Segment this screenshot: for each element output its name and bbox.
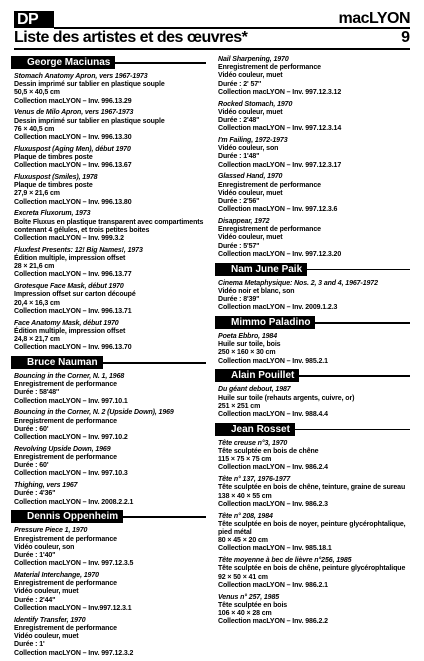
artwork-detail: 24,8 × 21,7 cm: [14, 336, 60, 344]
artwork-entry: [218, 218, 410, 259]
artwork-detail: Enregistrement de performance: [14, 624, 117, 632]
page-title: Liste des artistes et des œuvres*: [14, 29, 248, 46]
artwork-detail: Enregistrement de performance: [14, 417, 117, 425]
artwork-entry: [14, 73, 206, 106]
artwork-title: Material Interchange, 1970: [14, 572, 99, 580]
artist-heading: [218, 423, 410, 436]
right-column: [218, 56, 410, 630]
artwork-detail: 27,9 × 21,6 cm: [14, 190, 60, 198]
artist-name: George Maciunas: [14, 56, 115, 69]
artwork-title: Tête n° 137, 1976-1977: [218, 476, 291, 484]
artwork-detail: Boîte Fluxus en plastique transparent avec compartiments: [14, 218, 204, 226]
artwork-detail: Durée : 2'44'': [14, 596, 56, 604]
artwork-entry: [218, 333, 410, 366]
artwork-detail: Collection macLYON – Inv. 996.13.29: [14, 97, 132, 105]
artwork-detail: Plaque de timbres poste: [14, 154, 93, 162]
artwork-detail: Collection macLYON – Inv. 997.10.2: [14, 434, 128, 442]
artist-heading: [14, 510, 206, 523]
artwork-entry: [218, 386, 410, 419]
artwork-title: Tête moyenne à bec de lièvre n°256, 1985: [218, 557, 352, 565]
artwork-entry: [218, 440, 410, 473]
artwork-detail: Collection macLYON – Inv. 996.13.71: [14, 307, 132, 315]
brand-name: macLYON: [338, 10, 410, 27]
artwork-detail: Collection macLYON – Inv. 985.2.1: [218, 357, 328, 365]
artist-section: [218, 56, 410, 259]
artwork-detail: Vidéo couleur, muet: [218, 189, 283, 197]
artwork-detail: Édition multiple, impression offset: [14, 327, 126, 335]
artwork-detail: Durée : 60': [14, 425, 49, 433]
artwork-title: Poeta Ebbro, 1984: [218, 333, 277, 341]
title-rule: [14, 48, 410, 50]
artwork-title: Grotesque Face Mask, début 1970: [14, 283, 124, 291]
artist-section: [218, 423, 410, 627]
artwork-entry: [14, 409, 206, 442]
artwork-detail: Impression offset sur carton découpé: [14, 291, 136, 299]
artwork-detail: Durée : 1'40'': [14, 552, 56, 560]
artwork-entry: [218, 173, 410, 214]
artwork-detail: Huile sur toile (rehauts argents, cuivre, or): [218, 394, 355, 402]
artwork-detail: 20,4 × 16,3 cm: [14, 299, 60, 307]
artwork-detail: Collection macLYON – Inv. 986.2.1: [218, 581, 328, 589]
artwork-detail: Durée : 5'57'': [218, 242, 260, 250]
artist-section: [14, 56, 206, 352]
artwork-entry: [14, 109, 206, 142]
artwork-detail: Collection macLYON – Inv. 997.10.3: [14, 470, 128, 478]
artwork-detail: Tête sculptée en bois: [218, 601, 288, 609]
artwork-detail: Collection macLYON – Inv. 996.13.30: [14, 134, 132, 142]
artwork-detail: contenant 4 gélules, et trois petites boites: [14, 226, 150, 234]
artwork-detail: Collection macLYON – Inv. 2008.2.2.1: [14, 498, 134, 506]
artwork-detail: pied métal: [218, 529, 252, 537]
artwork-entry: [14, 174, 206, 207]
artwork-title: Nail Sharpening, 1970: [218, 56, 289, 63]
artwork-detail: Vidéo couleur, muet: [218, 108, 283, 116]
page-number: 9: [401, 29, 410, 46]
artwork-entry: [14, 527, 206, 568]
artwork-detail: Durée : 2'48'': [218, 117, 260, 125]
artwork-entry: [14, 320, 206, 353]
artist-section: [14, 356, 206, 507]
artwork-entry: [218, 280, 410, 313]
artwork-detail: Collection macLYON – Inv. 2009.1.2.3: [218, 304, 338, 312]
artwork-title: Venus n° 257, 1985: [218, 593, 280, 601]
artist-name: Nam June Paik: [218, 263, 307, 276]
artwork-detail: Collection macLYON – Inv. 997.10.1: [14, 397, 128, 405]
artwork-title: Cinema Metaphysique: Nos. 2, 3 and 4, 1967-1972: [218, 279, 378, 287]
artwork-entry: [218, 101, 410, 134]
artwork-title: Bouncing in the Corner, N. 1, 1968: [14, 373, 125, 381]
artist-name: Alain Pouillet: [218, 369, 299, 382]
artist-heading: [218, 263, 410, 276]
section-tag: DP: [14, 11, 54, 28]
artwork-detail: Collection macLYON – Inv. 997.12.3.12: [218, 88, 342, 96]
artist-name: Bruce Nauman: [14, 356, 103, 369]
artwork-detail: Durée : 2' 57'': [218, 80, 262, 88]
artwork-detail: Plaque de timbres poste: [14, 182, 93, 190]
artwork-title: Face Anatomy Mask, début 1970: [14, 319, 119, 327]
artwork-title: Thighing, vers 1967: [14, 482, 78, 490]
artwork-detail: Collection macLYON – Inv. 999.3.2: [14, 235, 124, 243]
artwork-entry: [218, 513, 410, 554]
artwork-detail: Collection macLYON – Inv. 996.13.67: [14, 162, 132, 170]
artwork-entry: [218, 557, 410, 590]
artist-name: Dennis Oppenheim: [14, 510, 123, 523]
artist-name: Jean Rosset: [218, 423, 295, 436]
artist-heading: [218, 316, 410, 329]
left-column: [14, 56, 206, 661]
artist-heading: [14, 56, 206, 69]
artwork-detail: 250 × 160 × 30 cm: [218, 349, 276, 357]
artwork-detail: Durée : 2'56'': [218, 198, 260, 206]
artwork-title: Rocked Stomach, 1970: [218, 100, 293, 108]
artwork-detail: Vidéo couleur, muet: [218, 72, 283, 80]
artwork-detail: Vidéo couleur, muet: [218, 234, 283, 242]
artwork-entry: [14, 247, 206, 280]
artist-section: [14, 510, 206, 657]
artwork-title: Bouncing in the Corner, N. 2 (Upside Down), 1969: [14, 409, 174, 417]
artwork-title: I'm Failing, 1972-1973: [218, 137, 288, 145]
artwork-detail: Collection macLYON – Inv. 997.12.3.5: [14, 560, 134, 568]
artwork-entry: [218, 594, 410, 627]
artwork-detail: Vidéo couleur, son: [14, 543, 75, 551]
artwork-detail: Collection macLYON – Inv. 986.2.3: [218, 500, 328, 508]
artwork-detail: 138 × 40 × 55 cm: [218, 492, 272, 500]
artwork-detail: Enregistrement de performance: [14, 381, 117, 389]
artwork-detail: Collection macLYON – Inv. 997.12.3.2: [14, 649, 134, 657]
artwork-entry: [14, 210, 206, 243]
artwork-detail: Collection macLYON – Inv. 997.12.3.6: [218, 206, 338, 214]
artwork-detail: Huile sur toile, bois: [218, 341, 281, 349]
artwork-detail: Vidéo noir et blanc, son: [218, 287, 295, 295]
artwork-entry: [14, 146, 206, 171]
artwork-title: Tête creuse n°3, 1970: [218, 439, 288, 447]
artwork-detail: Durée : 60': [14, 462, 49, 470]
artwork-detail: Durée : 4'36'': [14, 490, 56, 498]
artist-heading: [14, 356, 206, 369]
artwork-title: Fluxfest Presents: 12! Big Names!, 1973: [14, 246, 143, 254]
artist-heading: [218, 369, 410, 382]
artwork-detail: Dessin imprimé sur tablier en plastique souple: [14, 117, 165, 125]
artwork-title: Fluxuspost (Smiles), 1978: [14, 174, 98, 182]
artwork-detail: Dessin imprimé sur tablier en plastique souple: [14, 81, 165, 89]
artwork-entry: [218, 137, 410, 170]
artwork-entry: [14, 283, 206, 316]
artwork-detail: Enregistrement de performance: [14, 580, 117, 588]
artwork-detail: Édition multiple, impression offset: [14, 255, 126, 263]
artwork-detail: Collection macLYON – Inv. 988.4.4: [218, 411, 328, 419]
artwork-title: Glassed Hand, 1970: [218, 173, 283, 181]
artwork-detail: Collection macLYON – Inv. 997.12.3.17: [218, 161, 342, 169]
artwork-detail: Collection macLYON – Inv. 985.18.1: [218, 545, 332, 553]
artwork-entry: [14, 373, 206, 406]
artwork-title: Tête n° 208, 1984: [218, 512, 273, 520]
artwork-entry: [218, 56, 410, 97]
artwork-detail: Enregistrement de performance: [218, 181, 321, 189]
artist-name: Mimmo Paladino: [218, 316, 315, 329]
artwork-entry: [218, 476, 410, 509]
artwork-detail: Tête sculptée en bois de noyer, peinture glycérophtalique,: [218, 520, 406, 528]
artwork-entry: [14, 617, 206, 658]
artwork-detail: Enregistrement de performance: [218, 226, 321, 234]
artwork-detail: Enregistrement de performance: [218, 64, 321, 72]
artwork-detail: Collection macLYON – Inv. 997.12.3.20: [218, 250, 342, 258]
artwork-detail: Durée : 8'39'': [218, 296, 260, 304]
artwork-title: Excreta Fluxorum, 1973: [14, 210, 91, 218]
artwork-detail: Collection macLYON – Inv. 996.13.70: [14, 344, 132, 352]
artwork-entry: [14, 446, 206, 479]
artwork-detail: Collection macLYON – Inv. 996.13.77: [14, 271, 132, 279]
artwork-detail: Enregistrement de performance: [14, 454, 117, 462]
artwork-detail: Tête sculptée en bois de chêne, teinture, graine de sureau: [218, 484, 406, 492]
artwork-detail: 251 × 251 cm: [218, 402, 261, 410]
artwork-detail: 106 × 40 × 28 cm: [218, 610, 272, 618]
artwork-title: Pressure Piece 1, 1970: [14, 527, 88, 535]
artwork-entry: [14, 572, 206, 613]
artwork-detail: 80 × 45 × 20 cm: [218, 537, 268, 545]
artwork-detail: Vidéo couleur, muet: [14, 633, 79, 641]
artwork-detail: Durée : 1'48'': [218, 153, 260, 161]
artist-section: [218, 316, 410, 366]
artwork-title: Stomach Anatomy Apron, vers 1967-1973: [14, 73, 148, 80]
artwork-detail: 115 × 75 × 75 cm: [218, 456, 272, 464]
artwork-detail: Durée : 1': [14, 641, 45, 649]
artwork-title: Du géant debout, 1987: [218, 386, 291, 394]
artwork-detail: 50,5 × 40,5 cm: [14, 89, 60, 97]
artist-section: [218, 263, 410, 313]
artwork-detail: Collection macLYON – Inv.997.12.3.1: [14, 604, 132, 612]
artwork-detail: Tête sculptée en bois de chêne, peinture glycérophtalique: [218, 565, 406, 573]
artwork-title: Revolving Upside Down, 1969: [14, 445, 111, 453]
artwork-title: Venus de Milo Apron, vers 1967-1973: [14, 109, 134, 117]
artwork-detail: Vidéo couleur, muet: [14, 588, 79, 596]
artwork-detail: Durée : 58'48'': [14, 389, 60, 397]
artwork-detail: Collection macLYON – Inv. 986.2.4: [218, 464, 328, 472]
artwork-detail: 76 × 40,5 cm: [14, 125, 55, 133]
artwork-detail: Collection macLYON – Inv. 997.12.3.14: [218, 125, 342, 133]
artwork-detail: Enregistrement de performance: [14, 535, 117, 543]
artwork-detail: Collection macLYON – Inv. 986.2.2: [218, 618, 328, 626]
artwork-detail: Collection macLYON – Inv. 996.13.80: [14, 198, 132, 206]
artwork-title: Fluxuspost (Aging Men), début 1970: [14, 145, 131, 153]
artwork-detail: 92 × 50 × 41 cm: [218, 573, 268, 581]
artwork-entry: [14, 482, 206, 507]
artwork-detail: 28 × 21,6 cm: [14, 263, 55, 271]
artwork-detail: Tête sculptée en bois de chêne: [218, 448, 319, 456]
artwork-detail: Vidéo couleur, son: [218, 145, 279, 153]
artwork-title: Identify Transfer, 1970: [14, 616, 86, 624]
artwork-title: Disappear, 1972: [218, 218, 270, 226]
artist-section: [218, 369, 410, 419]
